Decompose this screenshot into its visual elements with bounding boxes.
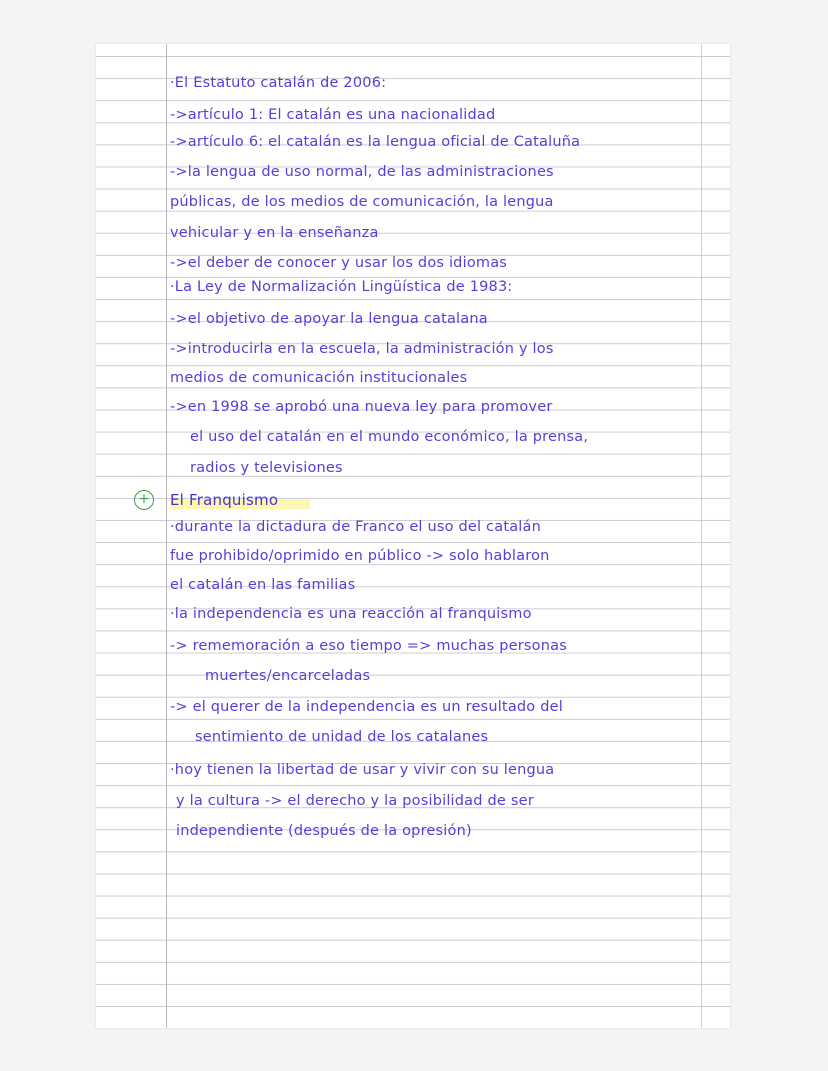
note-line: sentimiento de unidad de los catalanes: [195, 729, 489, 745]
note-line: radios y televisiones: [190, 460, 343, 476]
right-margin-line: [701, 44, 702, 1028]
margin-line: [166, 44, 167, 1028]
note-line: ->artículo 6: el catalán es la lengua oficial de Cataluña: [170, 134, 581, 150]
note-line: medios de comunicación institucionales: [170, 370, 468, 386]
note-line: ->el objetivo de apoyar la lengua catalana: [170, 311, 488, 327]
note-line: públicas, de los medios de comunicación, la lengua: [170, 194, 554, 210]
note-line: ·la independencia es una reacción al franquismo: [170, 606, 532, 622]
note-line: muertes/encarceladas: [205, 668, 371, 684]
note-line: el uso del catalán en el mundo económico, la prensa,: [190, 429, 589, 445]
note-line: ->en 1998 se aprobó una nueva ley para promover: [170, 399, 553, 415]
note-line: y la cultura -> el derecho y la posibilidad de ser: [176, 793, 534, 809]
note-line: independiente (después de la opresión): [176, 823, 472, 839]
note-line: ·durante la dictadura de Franco el uso del catalán: [170, 519, 541, 535]
note-line: -> el querer de la independencia es un resultado del: [170, 699, 563, 715]
circled-plus-icon: +: [134, 490, 154, 510]
note-line: ->el deber de conocer y usar los dos idiomas: [170, 255, 508, 271]
note-line: ·hoy tienen la libertad de usar y vivir con su lengua: [170, 762, 555, 778]
note-line: ->introducirla en la escuela, la administración y los: [170, 341, 554, 357]
note-line: ·El Estatuto catalán de 2006:: [170, 75, 387, 91]
note-line: ->artículo 1: El catalán es una nacionalidad: [170, 107, 496, 123]
note-line: el catalán en las familias: [170, 577, 356, 593]
note-line: fue prohibido/oprimido en público -> solo hablaron: [170, 548, 550, 564]
notebook-page: [96, 44, 730, 1028]
note-line: ·La Ley de Normalización Lingüística de 1983:: [170, 279, 513, 295]
note-line: -> rememoración a eso tiempo => muchas personas: [170, 638, 567, 654]
note-line: ->la lengua de uso normal, de las administraciones: [170, 164, 554, 180]
note-line: vehicular y en la enseñanza: [170, 225, 379, 241]
section-heading: El Franquismo: [170, 491, 279, 509]
